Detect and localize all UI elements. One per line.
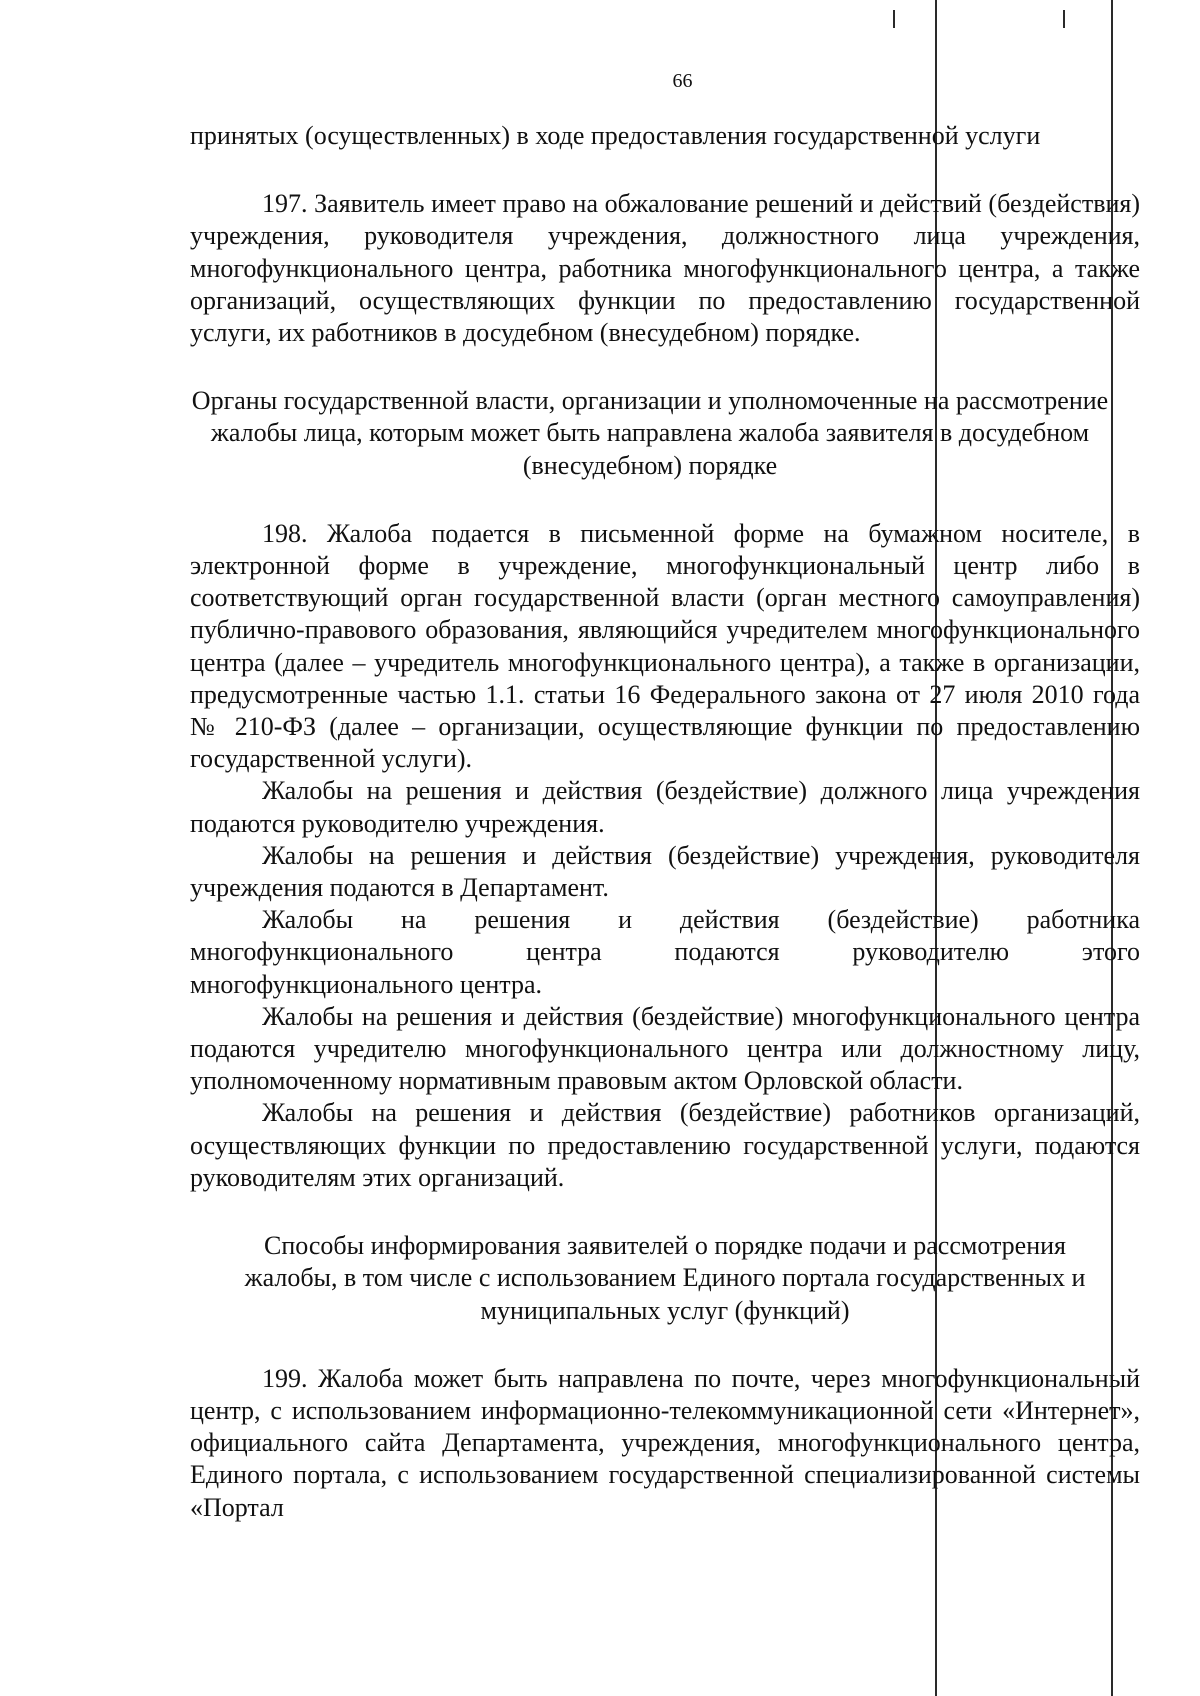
section-heading-1: Органы государственной власти, организации и уполномоченные на рассмотрение жалобы лица, которым может быть направлена жалоба заявителя в досудебном (внесудебном) порядке [191, 386, 1109, 480]
paragraph-199: 199. Жалоба может быть направлена по почте, через многофункциональный центр, с использованием информационно-телекоммуникационной сети «Интернет», официального сайта Департамента, учреждения, многофункционального центра, Единого портала, с использованием государственной специализированной системы «Портал [190, 1363, 1140, 1522]
document-body [190, 120, 1140, 1524]
paragraph-198-e: Жалобы на решения и действия (бездействие) работников организаций, осуществляющих функции по предоставлению государственной услуги, подаются руководителям этих организаций. [190, 1098, 1140, 1192]
paragraph-198-c: Жалобы на решения и действия (бездействие) работника многофункционального центра подаются руководителю этого многофункционального центра. [190, 905, 1140, 999]
section-heading-2: Способы информирования заявителей о порядке подачи и рассмотрения жалобы, в том числе с использованием Единого портала государственных и муниципальных услуг (функций) [244, 1231, 1086, 1325]
paragraph-197: 197. Заявитель имеет право на обжалование решений и действий (бездействия) учреждения, руководителя учреждения, должностного лица учреждения, многофункционального центра, работника многофункционального центра, а также организаций, осуществляющих функции по предоставлению государственной услуги, их работников в досудебном (внесудебном) порядке. [190, 189, 1140, 348]
scan-artifact-line-4 [1063, 10, 1065, 28]
intro-line: принятых (осуществленных) в ходе предоставления государственной услуги [190, 121, 1041, 150]
paragraph-198-a: Жалобы на решения и действия (бездействие) должного лица учреждения подаются руководителю учреждения. [190, 776, 1140, 838]
page-number: 66 [672, 70, 693, 92]
paragraph-198-d: Жалобы на решения и действия (бездействие) многофункционального центра подаются учредителю многофункционального центра или должностному лицу, уполномоченному нормативным правовым актом Орловской области. [190, 1001, 1140, 1096]
paragraph-198: 198. Жалоба подается в письменной форме на бумажном носителе, в электронной форме в учреждение, многофункциональный центр либо в соответствующий орган государственной власти (орган местного самоуправления) публично-правового образования, являющийся учредителем многофункционального центра (далее – учредитель многофункционального центра), а также в организации, предусмотренные частью 1.1. статьи 16 Федерального закона от 27 июля 2010 года № 210-ФЗ (далее – организации, осуществляющие функции по предоставлению государственной услуги). [190, 518, 1140, 774]
scan-artifact-line-3 [893, 10, 895, 28]
paragraph-198-b: Жалобы на решения и действия (бездействие) учреждения, руководителя учреждения подаются в Департамент. [190, 840, 1140, 903]
